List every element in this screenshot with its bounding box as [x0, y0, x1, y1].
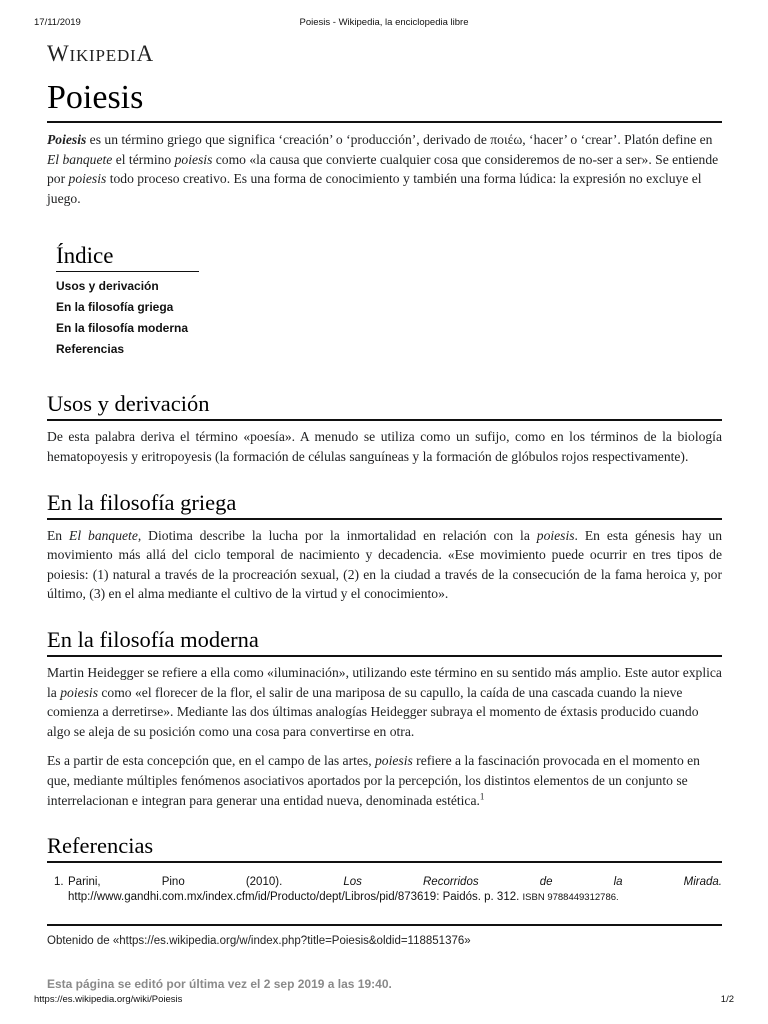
toc-item-filosofia-moderna[interactable]: En la filosofía moderna [56, 321, 189, 336]
reference-title-word: la [613, 876, 623, 889]
print-date: 17/11/2019 [34, 17, 81, 28]
toc-item-filosofia-griega[interactable]: En la filosofía griega [56, 300, 174, 315]
wikipedia-logo[interactable]: WIKIPEDIA [47, 41, 154, 66]
section-heading-usos: Usos y derivación [47, 390, 722, 421]
section-text-filosofia-moderna-1: Martin Heidegger se refiere a ella como «iluminación», utilizando este término en su sentido más amplio. Este autor explica la poiesis como «el florecer de la flor, el salir de una mariposa de su capullo, la caída de una cascada cuando la nieve comienza a derretirse». Mediante las dos últimas analogías Heidegger subraya el momento de éxtasis producido cuando algo se aleja de su posición como una cosa para convertirse en otra. [47, 664, 722, 739]
lead-paragraph: Poiesis es un término griego que significa ‘creación’ o ‘producción’, derivado de ποιέω, ‘hacer’ o ‘crear’. Platón define en El banquete el término poiesis como «la causa que convierte cualquier cosa que consideremos de no-ser a ser». Se entiende por poiesis todo proceso creativo. Es una forma de conocimiento y también una forma lúdica: la expresión no excluye el juego. [47, 132, 719, 206]
toc-title: Índice [56, 242, 199, 272]
section-text-filosofia-moderna-2: Es a partir de esta concepción que, en el campo de las artes, poiesis refiere a la fascinación provocada en el momento en que, mediante múltiples fenómenos asociativos aportados por la percepción, los distintos elementos de un conjunto se interrelacionan e integran para generar una entidad nueva, denominada estética.$^1$ [47, 753, 700, 808]
section-heading-filosofia-moderna: En la filosofía moderna [47, 626, 722, 657]
page-title: Poiesis [47, 76, 722, 123]
footer-divider [47, 924, 722, 926]
reference-item [54, 875, 722, 890]
article-content [47, 40, 722, 992]
reference-year: (2010). [245, 876, 283, 889]
reference-title-word: Recorridos [423, 876, 479, 889]
toc-item-usos[interactable]: Usos y derivación [56, 279, 159, 294]
retrieved-from: Obtenido de «https://es.wikipedia.org/w/index.php?title=Poiesis&oldid=118851376» [47, 935, 471, 948]
print-title: Poiesis - Wikipedia, la enciclopedia libre [299, 17, 469, 28]
section-heading-filosofia-griega: En la filosofía griega [47, 489, 722, 520]
reference-marker[interactable]: 1 [479, 790, 485, 801]
print-footer [34, 994, 734, 1008]
reference-title-word: Los [343, 876, 362, 889]
section-text-filosofia-griega: En El banquete, Diotima describe la lucha por la inmortalidad en relación con la poiesis. En esta génesis hay un movimiento más allá del ciclo temporal de nacimiento y decadencia. «Ese movimiento puede ocurrir en tres tipos de poiesis: (1) natural a través de la procreación sexual, (2) en la ciudad a través de la consecución de la fama heroica y, por último, (3) en el alma mediante el cultivo de la virtud y el conocimiento». [47, 527, 722, 602]
reference-source [68, 890, 722, 905]
toc-item-referencias[interactable]: Referencias [56, 342, 125, 357]
section-text-usos: De esta palabra deriva el término «poesía». A menudo se utiliza como un sufijo, como en los términos de la biología hematopoyesis y eritropoyesis (la formación de células sanguíneas y la formación de glóbulos rojos respectivamente). [47, 429, 722, 464]
reference-number: 1. [54, 876, 64, 889]
table-of-contents [56, 242, 722, 360]
reference-list [47, 875, 722, 905]
reference-author-name: Pino [161, 876, 185, 889]
print-page-number: 1/2 [720, 994, 734, 1005]
print-header [34, 17, 734, 31]
reference-title-word: Mirada. [683, 876, 722, 889]
print-url: https://es.wikipedia.org/wiki/Poiesis [34, 994, 183, 1005]
reference-isbn[interactable]: ISBN 9788449312786. [522, 892, 619, 904]
reference-url[interactable]: http://www.gandhi.com.mx/index.cfm/id/Producto/dept/Libros/pid/873619: Paidós. p. 312. [68, 891, 523, 904]
section-heading-referencias: Referencias [47, 832, 722, 863]
reference-author-surname: Parini, [68, 876, 101, 889]
last-edited: Esta página se editó por última vez el 2 sep 2019 a las 19:40. [47, 977, 392, 992]
reference-title-word: de [539, 876, 553, 889]
